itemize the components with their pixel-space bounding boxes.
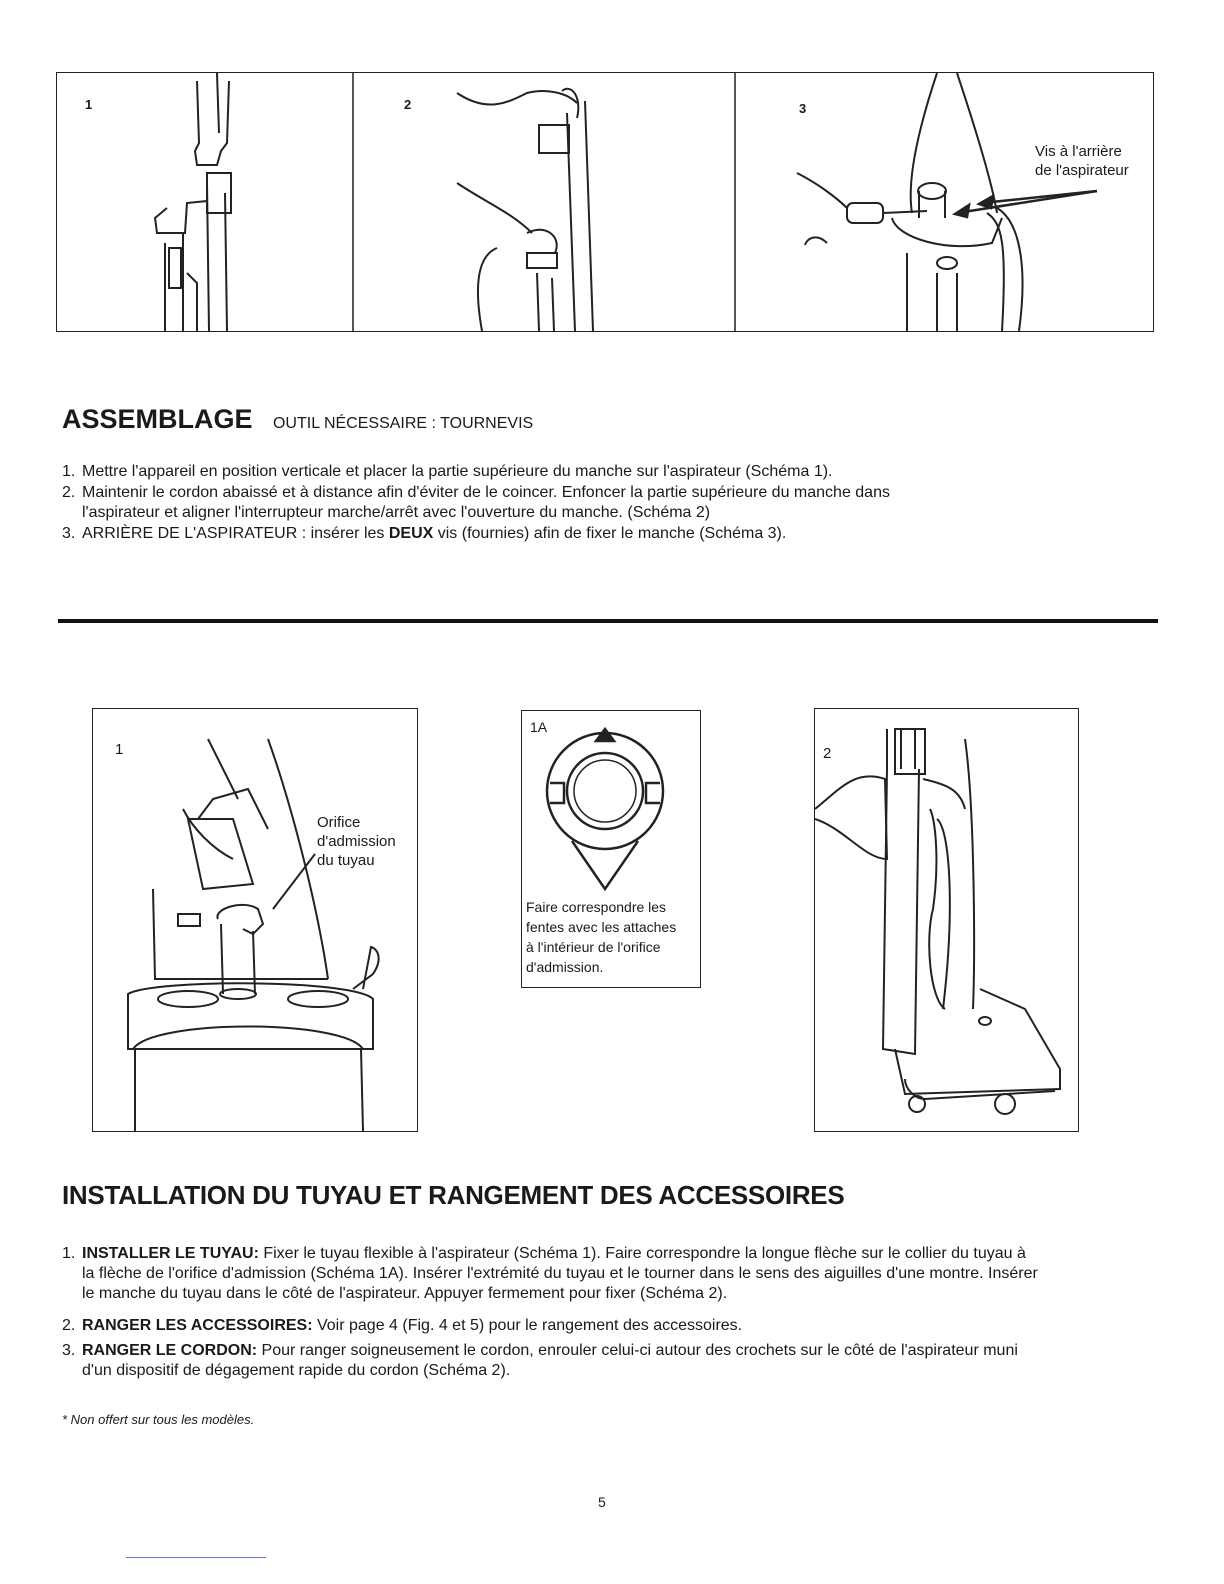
step-emphasis: DEUX [388,525,434,542]
screws-callout-line2: de l'aspirateur [1035,162,1129,179]
step-text: Mettre l'appareil en position verticale et placer la partie supérieure du manche sur l'aspirateur (Schéma 1). [82,463,833,480]
step-text-continued: la flèche de l'orifice d'admission (Schéma 1A). Insérer l'extrémité du tuyau et le tourner dans le sens des aiguilles d'une montre. Insérer [82,1265,1038,1282]
step-text: Pour ranger soigneusement le cordon, enrouler celui-ci autour des crochets sur le côté de l'aspirateur muni [257,1342,1018,1359]
assembly-fig3-number: 3 [799,101,807,116]
step-text-continued: d'un dispositif de dégagement rapide du cordon (Schéma 2). [82,1362,511,1379]
hose-fig1-number: 1 [115,741,124,758]
collar-caption [526,897,676,977]
footnote: * Non offert sur tous les modèles. [62,1412,255,1427]
collar-caption-line1: Faire correspondre les [526,899,667,915]
step-number: 1. [62,1245,76,1262]
step-text-end: vis (fournies) afin de fixer le manche (Schéma 3). [433,525,787,542]
step-heading: RANGER LE CORDON: [82,1342,258,1359]
step-number: 3. [62,1342,76,1359]
screws-callout-line1: Vis à l'arrière [1035,143,1122,160]
inlet-callout [317,813,396,870]
step-text: Fixer le tuyau flexible à l'aspirateur (Schéma 1). Faire correspondre la longue flèche sur le collier du tuyau à [258,1245,1026,1262]
collar-caption-line4: d'admission. [526,959,604,975]
hose-fig2-number: 2 [823,745,832,762]
step-number: 2. [62,1317,76,1334]
step-number: 2. [62,484,76,501]
hose-inlet-drawing [93,709,417,1131]
fig2-hands-drawing [457,89,593,331]
collar-caption-line2: fentes avec les attaches [526,919,677,935]
collar-caption-line3: à l'intérieur de l'orifice [526,939,661,955]
step-text-continued: le manche du tuyau dans le côté de l'aspirateur. Appuyer fermement pour fixer (Schéma 2). [82,1285,728,1302]
step-number: 3. [62,525,76,542]
assemblage-step-2 [62,483,1152,523]
assembly-fig2-number: 2 [404,97,412,112]
assemblage-subtitle: OUTIL NÉCESSAIRE : TOURNEVIS [272,415,534,432]
step-heading: RANGER LES ACCESSOIRES: [82,1317,313,1334]
fig1-handle-drawing [155,73,231,331]
assemblage-heading [62,404,533,435]
hose-storage-drawing [815,709,1078,1131]
hose-fig1a-number: 1A [530,719,548,735]
inlet-callout-line1: Orifice [317,814,361,831]
assemblage-step-3 [62,524,1152,544]
assemblage-step-1 [62,462,1152,482]
step-text: Voir page 4 (Fig. 4 et 5) pour le rangement des accessoires. [312,1317,743,1334]
installation-title: INSTALLATION DU TUYAU ET RANGEMENT DES ACCESSOIRES [62,1180,845,1210]
step-text-continued: l'aspirateur et aligner l'interrupteur marche/arrêt avec l'ouverture du manche. (Schéma 2) [82,504,711,521]
step-text: ARRIÈRE DE L'ASPIRATEUR : insérer les [82,525,389,542]
inlet-callout-line3: du tuyau [317,852,375,869]
installation-step-3 [62,1341,1152,1381]
step-number: 1. [62,463,76,480]
hose-fig1-panel [92,708,418,1132]
screws-callout [1035,142,1129,180]
step-heading: INSTALLER LE TUYAU: [82,1245,259,1262]
step-text: Maintenir le cordon abaissé et à distance afin d'éviter de le coincer. Enfoncer la partie supérieure du manche dans [82,484,890,501]
fig3-callout-arrows [955,191,1097,217]
installation-step-2 [62,1316,1152,1336]
assembly-illustrations [57,73,1153,331]
inlet-callout-line2: d'admission [317,833,396,850]
section-divider [58,619,1158,623]
hose-fig2-panel [814,708,1079,1132]
scan-artifact-line [126,1557,266,1558]
installation-step-1 [62,1244,1152,1304]
assembly-figure-strip [56,72,1154,332]
hose-fig1a-panel [521,710,701,988]
assembly-fig1-number: 1 [85,97,93,112]
assemblage-title: ASSEMBLAGE [62,404,253,434]
page-number: 5 [598,1494,606,1510]
